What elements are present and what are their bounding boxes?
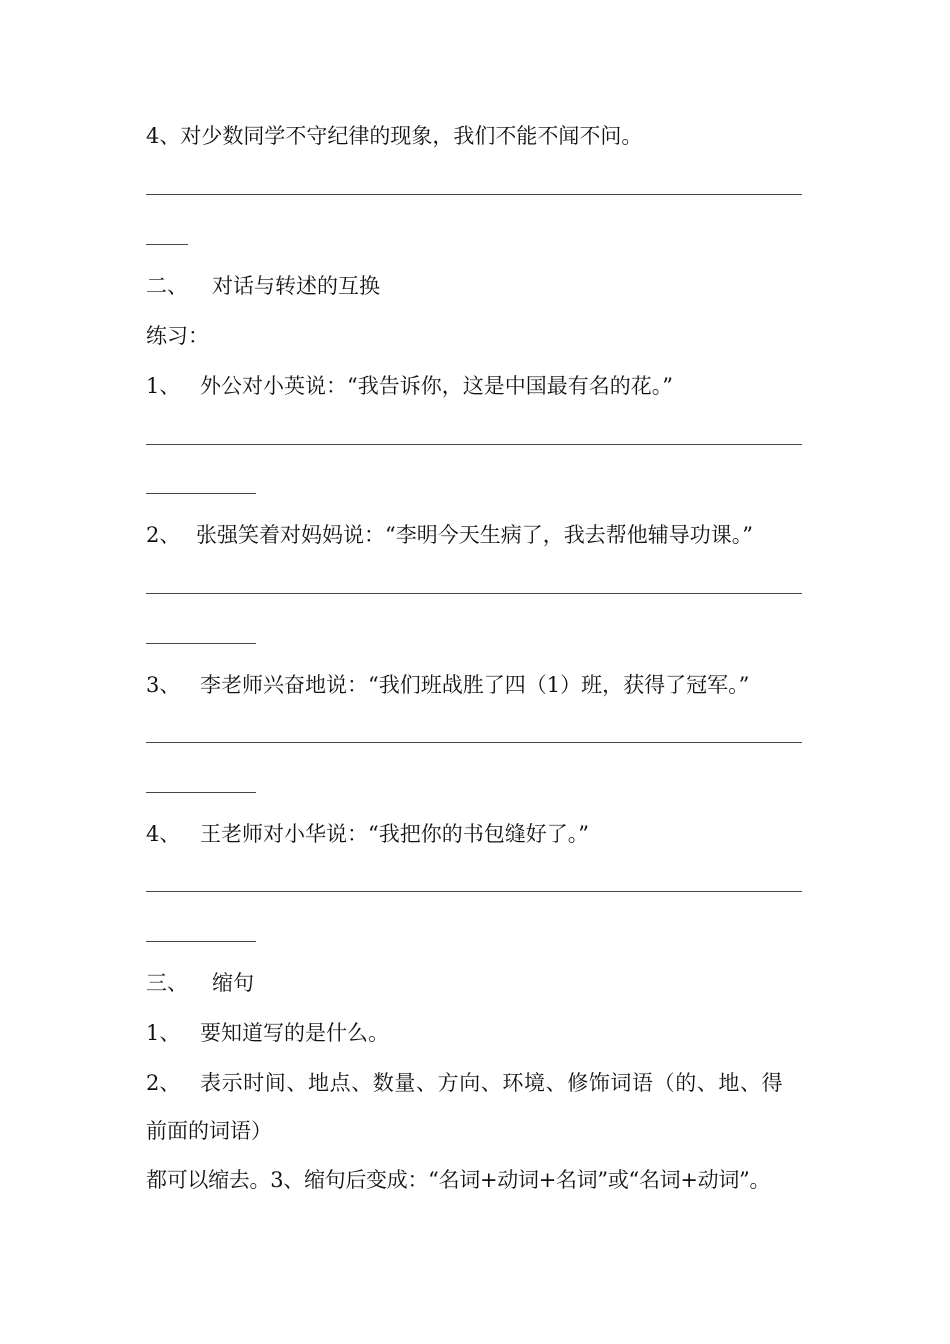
question-number: 2、	[146, 523, 181, 547]
rule-number: 1、	[146, 1021, 181, 1045]
question-text: 李老师兴奋地说：“我们班战胜了四（1）班，获得了冠军。”	[200, 673, 750, 697]
answer-line-end	[146, 244, 188, 245]
rule-text: 表示时间、地点、数量、方向、环境、修饰词语（的、地、得	[200, 1071, 784, 1095]
answer-line	[146, 593, 802, 594]
answer-line-end	[146, 643, 256, 644]
section-number: 三、	[146, 971, 188, 995]
answer-line	[146, 194, 802, 195]
answer-line-end	[146, 792, 256, 793]
practice-label: 练习：	[146, 324, 209, 348]
answer-line	[146, 444, 802, 445]
question-3	[146, 671, 749, 699]
rule-item-1	[146, 1019, 389, 1047]
question-number: 4、	[146, 822, 181, 846]
answer-line-end	[146, 941, 256, 942]
answer-line	[146, 891, 802, 892]
question-number: 1、	[146, 374, 181, 398]
section-title: 缩句	[212, 971, 254, 995]
question-text: 王老师对小华说：“我把你的书包缝好了。”	[200, 822, 589, 846]
question-text: 张强笑着对妈妈说：“李明今天生病了，我去帮他辅导功课。”	[196, 523, 753, 547]
section-title: 对话与转述的互换	[212, 274, 380, 298]
rule-item-2-continued: 前面的词语）	[146, 1119, 272, 1143]
answer-line-end	[146, 493, 256, 494]
question-text: 外公对小英说：“我告诉你，这是中国最有名的花。”	[200, 374, 673, 398]
question-4	[146, 820, 589, 848]
section-heading-2	[146, 272, 380, 300]
rule-item-2	[146, 1069, 783, 1097]
rule-text: 要知道写的是什么。	[200, 1021, 389, 1045]
section-heading-3	[146, 969, 254, 997]
rule-item-3: 都可以缩去。3、缩句后变成：“名词+动词+名词”或“名词+动词”。	[146, 1168, 771, 1192]
rule-number: 2、	[146, 1071, 181, 1095]
question-2	[146, 521, 753, 549]
question-1	[146, 372, 673, 400]
section-number: 二、	[146, 274, 188, 298]
exercise-item-4: 4、对少数同学不守纪律的现象，我们不能不闻不问。	[146, 124, 643, 148]
answer-line	[146, 742, 802, 743]
question-number: 3、	[146, 673, 181, 697]
